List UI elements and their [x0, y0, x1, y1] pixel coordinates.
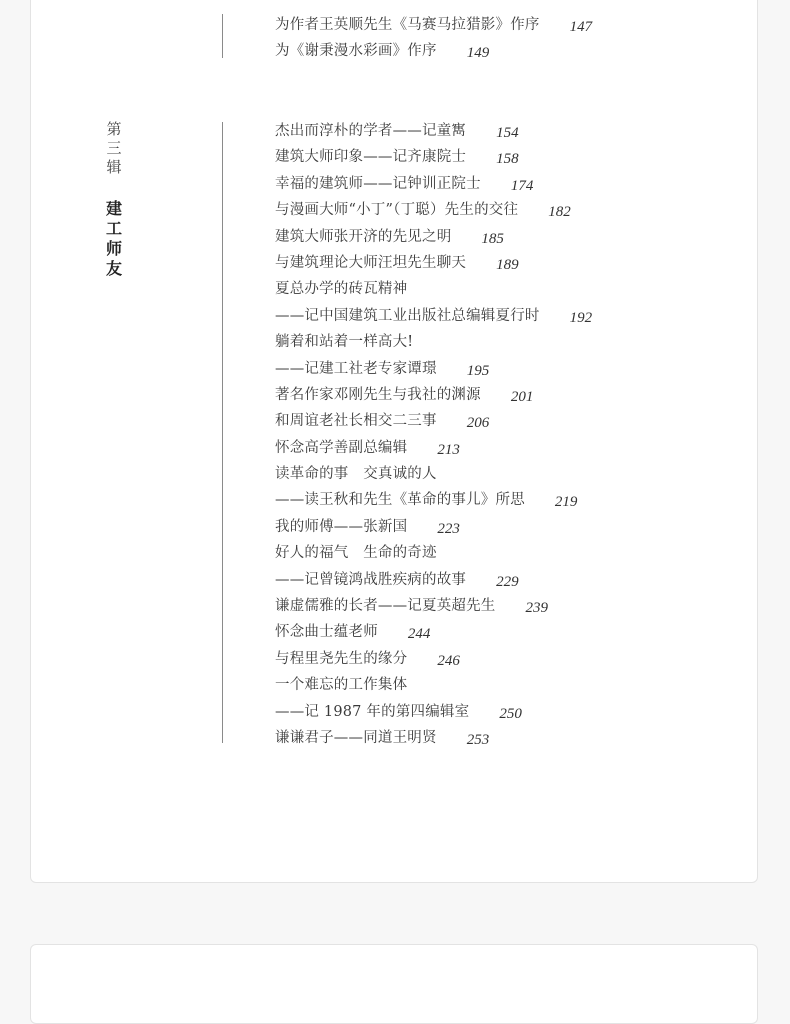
toc-entry	[275, 118, 592, 144]
toc-entry-title: 与程里尧先生的缘分	[275, 650, 408, 667]
toc-entry-title: 怀念高学善副总编辑	[275, 439, 408, 456]
toc-entry	[275, 12, 592, 38]
toc-entry	[275, 382, 592, 408]
toc-entry-title: 躺着和站着一样高大!	[275, 334, 414, 351]
toc-entry	[275, 725, 592, 751]
toc-entry-page: 174	[510, 177, 534, 194]
toc-entry	[275, 356, 592, 382]
toc-entry-page: 158	[496, 151, 519, 168]
toc-entry-title: 建筑大师印象——记齐康院士	[275, 149, 467, 166]
toc-entry	[275, 699, 592, 725]
section-divider-line	[222, 14, 223, 58]
toc-entry-page: 239	[525, 600, 548, 617]
toc-entry	[275, 646, 592, 672]
toc-entry-page: 189	[496, 256, 519, 273]
toc-list-section3	[275, 118, 592, 751]
toc-entry-title: ——记建工社老专家谭璟	[275, 360, 437, 377]
book-page	[30, 0, 758, 883]
toc-entry-page: 229	[496, 573, 519, 590]
toc-entry	[275, 593, 592, 619]
toc-entry-page: 192	[569, 309, 593, 326]
toc-entry	[275, 329, 592, 355]
toc-entry-page: 195	[466, 362, 490, 379]
toc-entry-page: 206	[466, 415, 490, 432]
toc-entry-title: 幸福的建筑师——记钟训正院士	[275, 175, 481, 192]
book-page-next	[30, 944, 758, 1024]
toc-entry-page: 185	[481, 230, 504, 247]
toc-entry-title: 著名作家邓刚先生与我社的渊源	[275, 386, 481, 403]
toc-entry-page: 154	[496, 125, 519, 141]
toc-entry	[275, 144, 592, 170]
toc-entry-title: 好人的福气 生命的奇迹	[275, 545, 437, 562]
toc-entry-title: ——记中国建筑工业出版社总编辑夏行时	[275, 307, 540, 324]
toc-entry-page: 201	[510, 388, 534, 405]
toc-entry-page: 250	[499, 705, 522, 722]
toc-entry	[275, 487, 592, 513]
toc-entry-title: 为《谢秉漫水彩画》作序	[275, 43, 437, 60]
toc-entry-title: 怀念曲士蕴老师	[275, 624, 378, 641]
toc-entry-title: 谦谦君子——同道王明贤	[275, 729, 437, 746]
toc-entry	[275, 567, 592, 593]
toc-entry-page: 246	[437, 652, 460, 669]
toc-entry-title: 杰出而淳朴的学者——记童寯	[275, 123, 467, 139]
toc-entry-title: 为作者王英顺先生《马赛马拉猎影》作序	[275, 17, 540, 33]
toc-entry-page: 219	[554, 494, 578, 511]
toc-entry-title: 读革命的事 交真诚的人	[275, 466, 437, 483]
toc-entry	[275, 250, 592, 276]
toc-entry	[275, 514, 592, 540]
toc-entry	[275, 619, 592, 645]
toc-entry	[275, 171, 592, 197]
toc-entry-title: ——记 1987 年的第四编辑室	[275, 703, 470, 720]
section-divider-line	[222, 122, 223, 743]
toc-entry-page: 149	[466, 45, 490, 62]
toc-entry-title: 谦虚儒雅的长者——记夏英超先生	[275, 598, 496, 615]
toc-entry-title: 与漫画大师“小丁”（丁聪）先生的交往	[275, 202, 519, 219]
toc-entry-title: 建筑大师张开济的先见之明	[275, 228, 452, 245]
toc-entry-title: 与建筑理论大师汪坦先生聊天	[275, 254, 467, 271]
part-number: 第 三 辑	[106, 120, 122, 176]
toc-entry-title: 夏总办学的砖瓦精神	[275, 281, 408, 298]
toc-entry-page: 213	[437, 441, 460, 458]
toc-entry-title: 一个难忘的工作集体	[275, 677, 408, 694]
toc-entry	[275, 224, 592, 250]
toc-entry	[275, 303, 592, 329]
toc-entry-page: 253	[466, 731, 490, 748]
toc-entry	[275, 276, 592, 302]
toc-entry-page: 244	[407, 626, 431, 643]
toc-entry	[275, 540, 592, 566]
toc-entry	[275, 408, 592, 434]
toc-entry-page: 223	[437, 520, 460, 537]
toc-entry-title: 和周谊老社长相交二三事	[275, 413, 437, 430]
toc-entry	[275, 672, 592, 698]
toc-entry-page: 147	[569, 19, 593, 35]
part-heading	[103, 120, 125, 279]
toc-entry	[275, 435, 592, 461]
toc-entry-title: ——记曾镜鸿战胜疾病的故事	[275, 571, 467, 588]
toc-entry	[275, 461, 592, 487]
toc-entry-title: ——读王秋和先生《革命的事儿》所思	[275, 492, 525, 509]
toc-entry	[275, 38, 592, 64]
toc-entry-title: 我的师傅——张新国	[275, 518, 408, 535]
toc-entry	[275, 197, 592, 223]
toc-entry-page: 182	[548, 204, 571, 221]
part-title: 建 工 师 友	[105, 199, 122, 278]
toc-list-previous	[275, 12, 592, 65]
